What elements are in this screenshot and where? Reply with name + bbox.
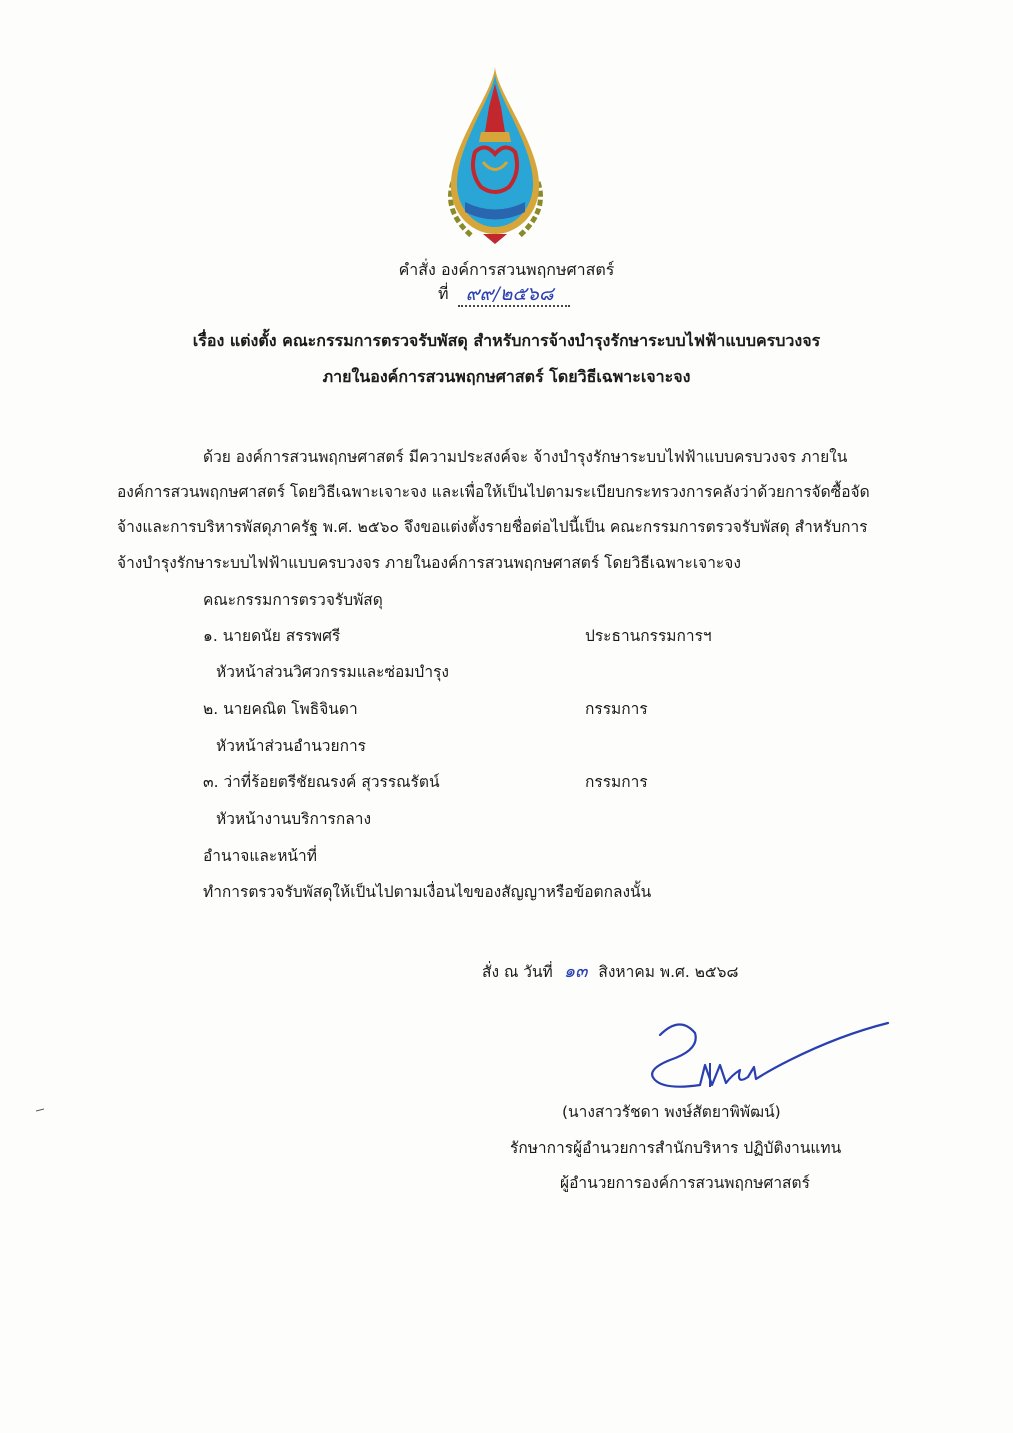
date-day-handwritten: ๑๓ xyxy=(563,961,588,982)
date-suffix: สิงหาคม พ.ศ. ๒๕๖๘ xyxy=(598,963,739,981)
order-number-row xyxy=(438,282,570,307)
subject-line-2: ภายในองค์การสวนพฤกษศาสตร์ โดยวิธีเฉพาะเจาะจง xyxy=(322,367,691,386)
paragraph-line-1: ด้วย องค์การสวนพฤกษศาสตร์ มีความประสงค์จะ จ้างบำรุงรักษาระบบไฟฟ้าแบบครบวงจร ภายใน xyxy=(203,448,848,466)
member-2-role: กรรมการ xyxy=(585,700,648,718)
member-2-position: หัวหน้าส่วนอำนวยการ xyxy=(216,737,367,755)
member-3-name: ๓. ว่าที่ร้อยตรีชัยณรงค์ สุวรรณรัตน์ xyxy=(203,773,440,791)
order-number-field xyxy=(458,283,570,307)
signer-title-2: ผู้อำนวยการองค์การสวนพฤกษศาสตร์ xyxy=(560,1174,810,1192)
member-2-name: ๒. นายคณิต โพธิจินดา xyxy=(203,700,358,718)
member-3-role: กรรมการ xyxy=(585,773,648,791)
member-1-role: ประธานกรรมการฯ xyxy=(585,627,712,645)
member-1-name: ๑. นายดนัย สรรพศรี xyxy=(203,627,341,645)
duty-text: ทำการตรวจรับพัสดุให้เป็นไปตามเงื่อนไขของสัญญาหรือข้อตกลงนั้น xyxy=(203,883,652,901)
committee-heading: คณะกรรมการตรวจรับพัสดุ xyxy=(203,591,383,609)
paragraph-line-3: จ้างและการบริหารพัสดุภาครัฐ พ.ศ. ๒๕๖๐ จึงขอแต่งตั้งรายชื่อต่อไปนี้เป็น คณะกรรมการตรวจรับพัสดุ สำหรับการ xyxy=(117,518,868,536)
signer-name: (นางสาวรัชดา พงษ์สัตยาพิพัฒน์) xyxy=(562,1103,781,1121)
paragraph-line-4: จ้างบำรุงรักษาระบบไฟฟ้าแบบครบวงจร ภายในองค์การสวนพฤกษศาสตร์ โดยวิธีเฉพาะเจาะจง xyxy=(117,554,741,572)
member-1-position: หัวหน้าส่วนวิศวกรรมและซ่อมบำรุง xyxy=(216,663,449,681)
scan-speck xyxy=(36,1108,44,1112)
order-title: คำสั่ง องค์การสวนพฤกษศาสตร์ xyxy=(398,260,615,279)
date-prefix: สั่ง ณ วันที่ xyxy=(482,963,553,981)
subject-line-1: เรื่อง แต่งตั้ง คณะกรรมการตรวจรับพัสดุ สำหรับการจ้างบำรุงรักษาระบบไฟฟ้าแบบครบวงจร xyxy=(192,331,821,350)
order-number-handwritten: ๙๙/๒๕๖๘ xyxy=(465,283,554,305)
duty-heading: อำนาจและหน้าที่ xyxy=(203,847,317,865)
order-number-label: ที่ xyxy=(438,284,449,303)
handwritten-signature xyxy=(640,1015,900,1105)
emblem-logo xyxy=(433,62,558,247)
signer-title-1: รักษาการผู้อำนวยการสำนักบริหาร ปฏิบัติงานแทน xyxy=(510,1139,842,1157)
paragraph-line-2: องค์การสวนพฤกษศาสตร์ โดยวิธีเฉพาะเจาะจง และเพื่อให้เป็นไปตามระเบียบกระทรวงการคลังว่าด้วยการจัดซื้อจัด xyxy=(117,483,870,501)
order-date xyxy=(482,956,738,985)
member-3-position: หัวหน้างานบริการกลาง xyxy=(216,810,372,828)
